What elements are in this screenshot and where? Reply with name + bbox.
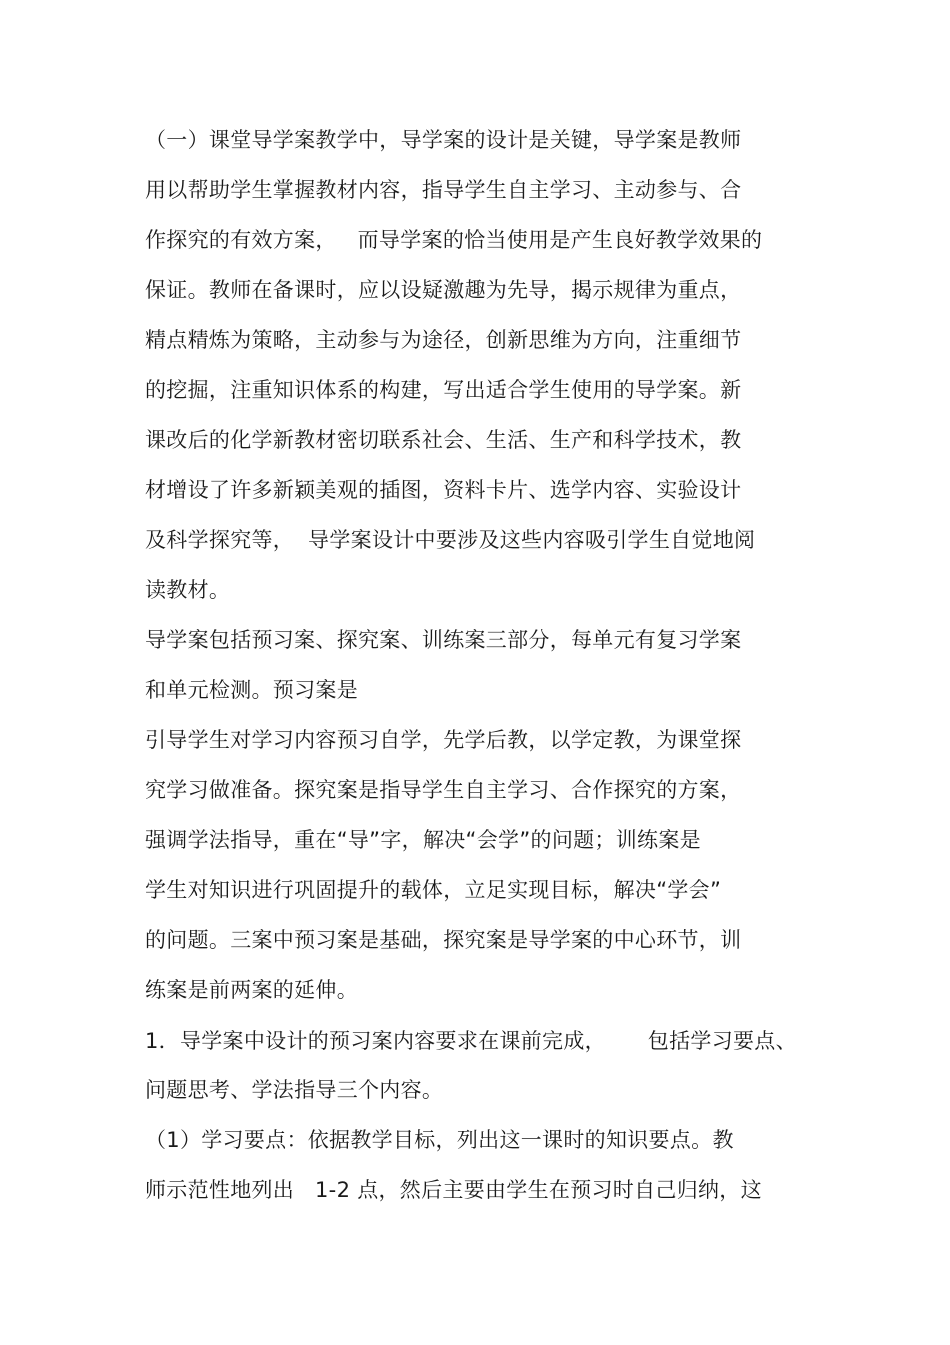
text-line: 精点精炼为策略，主动参与为途径，创新思维为方向，注重细节 bbox=[145, 328, 742, 352]
text-line: 作探究的有效方案， 而导学案的恰当使用是产生良好教学效果的 bbox=[145, 228, 763, 252]
text-line: （1）学习要点：依据教学目标，列出这一课时的知识要点。教 bbox=[145, 1128, 734, 1152]
text-line: 及科学探究等， 导学案设计中要涉及这些内容吸引学生自觉地阅 bbox=[145, 528, 756, 552]
text-line: 1．导学案中设计的预习案内容要求在课前完成， 包括学习要点、 bbox=[145, 1029, 797, 1053]
text-line: 材增设了许多新颖美观的插图，资料卡片、选学内容、实验设计 bbox=[145, 478, 742, 502]
text-line: 保证。教师在备课时，应以设疑激趣为先导，揭示规律为重点， bbox=[145, 278, 742, 302]
text-line: 引导学生对学习内容预习自学，先学后教，以学定教，为课堂探 bbox=[145, 728, 742, 752]
text-line: （一）课堂导学案教学中，导学案的设计是关键，导学案是教师 bbox=[145, 128, 742, 152]
text-line: 问题思考、学法指导三个内容。 bbox=[145, 1078, 444, 1102]
text-line: 强调学法指导，重在“导”字，解决“会学”的问题；训练案是 bbox=[145, 828, 701, 852]
text-line: 学生对知识进行巩固提升的载体，立足实现目标，解决“学会” bbox=[145, 878, 722, 902]
text-line: 导学案包括预习案、探究案、训练案三部分，每单元有复习学案 bbox=[145, 628, 742, 652]
text-line: 读教材。 bbox=[145, 578, 231, 602]
text-line: 究学习做准备。探究案是指导学生自主学习、合作探究的方案， bbox=[145, 778, 742, 802]
text-line: 用以帮助学生掌握教材内容，指导学生自主学习、主动参与、合 bbox=[145, 178, 742, 202]
text-line: 课改后的化学新教材密切联系社会、生活、生产和科学技术，教 bbox=[145, 428, 742, 452]
text-line: 的挖掘，注重知识体系的构建，写出适合学生使用的导学案。新 bbox=[145, 378, 742, 402]
text-line: 的问题。三案中预习案是基础，探究案是导学案的中心环节，训 bbox=[145, 928, 742, 952]
text-line: 师示范性地列出 1-2 点，然后主要由学生在预习时自己归纳，这 bbox=[145, 1178, 762, 1202]
text-line: 练案是前两案的延伸。 bbox=[145, 978, 358, 1002]
text-line: 和单元检测。预习案是 bbox=[145, 678, 358, 702]
